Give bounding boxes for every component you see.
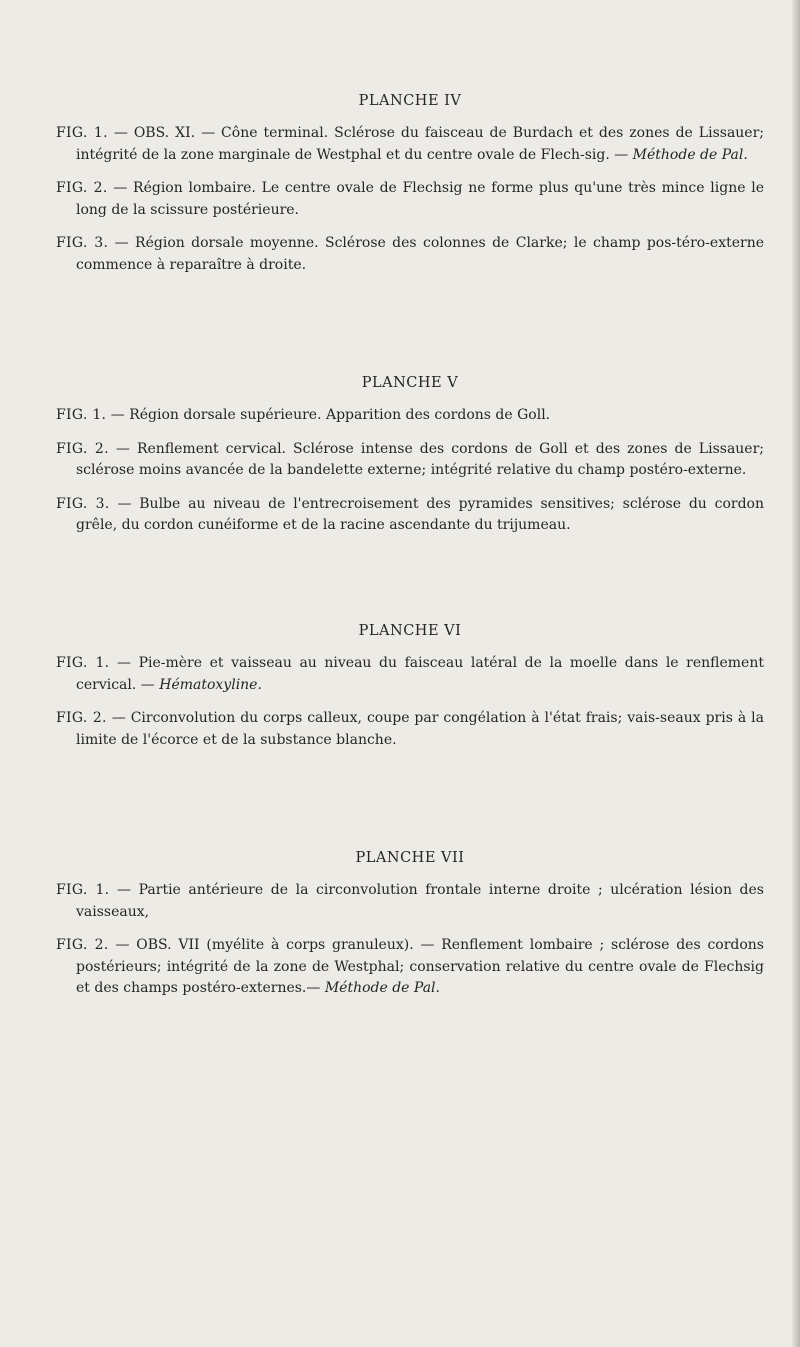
figure-caption — [56, 935, 764, 1000]
figure-label: FIG. 1. — [56, 125, 108, 141]
figure-caption — [56, 178, 764, 221]
plate-v-section — [56, 375, 764, 549]
plate-vi-section — [56, 623, 764, 763]
figure-text: — Pie-mère et vaisseau au niveau du faisceau latéral de la moelle dans le renflement cervical. — — [76, 655, 764, 693]
figure-text: — OBS. XI. — Cône terminal. Sclérose du faisceau de Burdach et des zones de Lissauer; intégrité de la zone marginale de Westphal et du centre ovale de Flech-sig. — — [76, 125, 765, 163]
figure-caption — [56, 123, 764, 166]
figure-label: FIG. 2. — [56, 440, 109, 457]
figure-method: Méthode de Pal. — [632, 146, 748, 163]
figure-text: — Renflement cervical. Sclérose intense des cordons de Goll et des zones de Lissauer; sclérose moins avancée de la bandelette externe; intégrité relative du champ postéro-externe. — [76, 440, 764, 478]
figure-caption — [56, 653, 764, 696]
figure-text: — Région dorsale supérieure. Apparition des cordons de Goll. — [106, 407, 551, 423]
figure-caption — [56, 708, 764, 751]
plate-iv-section — [56, 93, 764, 288]
figure-label: FIG. 1. — [56, 882, 110, 898]
plate-title: PLANCHE VII — [355, 850, 465, 866]
figure-caption — [56, 233, 764, 276]
figure-text: — Bulbe au niveau de l'entrecroisement des pyramides sensitives; sclérose du cordon grêle, du cordon cunéiforme et de la racine ascendante du trijumeau. — [76, 495, 764, 533]
figure-text: — Région lombaire. Le centre ovale de Flechsig ne forme plus qu'une très mince ligne le long de la scissure postérieure. — [76, 180, 764, 218]
figure-label: FIG. 2. — [56, 180, 108, 196]
page-edge-shadow — [792, 0, 800, 1347]
figure-label: FIG. 1. — [56, 407, 107, 423]
plate-title: PLANCHE V — [361, 375, 459, 391]
figure-method: Méthode de Pal. — [324, 980, 440, 996]
figure-text: — Partie antérieure de la circonvolution frontale interne droite ; ulcération lésion des vaisseaux, — [76, 882, 764, 920]
figure-text: — OBS. VII (myélite à corps granuleux). — Renflement lombaire ; sclérose des cordons postérieurs; intégrité de la zone de Westphal; conservation relative du centre ovale de Flechsig et des champs postéro-externes.— — [76, 937, 764, 996]
figure-text: — Circonvolution du corps calleux, coupe par congélation à l'état frais; vais-seaux pris à la limite de l'écorce et de la substance blanche. — [76, 710, 764, 748]
plate-vii-section — [56, 850, 764, 1012]
figure-caption — [56, 439, 764, 482]
figure-caption — [56, 494, 764, 537]
plate-title: PLANCHE VI — [358, 623, 462, 639]
figure-caption — [56, 405, 764, 427]
figure-label: FIG. 1. — [56, 655, 110, 671]
plate-title: PLANCHE IV — [358, 93, 462, 109]
figure-method: Hématoxyline. — [159, 676, 262, 693]
figure-label: FIG. 3. — [56, 235, 109, 251]
figure-label: FIG. 2. — [56, 710, 107, 726]
figure-label: FIG. 2. — [56, 937, 109, 953]
figure-label: FIG. 3. — [56, 495, 110, 512]
figure-text: — Région dorsale moyenne. Sclérose des colonnes de Clarke; le champ pos-téro-externe commence à reparaître à droite. — [76, 235, 765, 273]
figure-caption — [56, 880, 764, 923]
